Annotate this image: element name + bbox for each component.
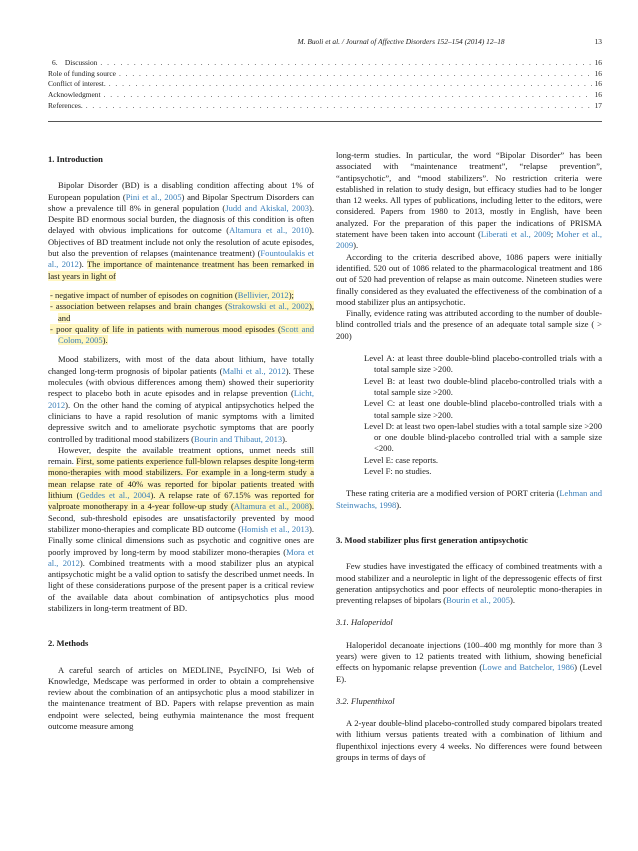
section-heading-mood-stabilizer: 3. Mood stabilizer plus first generation antipsychotic bbox=[336, 534, 528, 545]
paragraph: According to the criteria described above, 1086 papers were initially identified. 520 out of 1086 related to the pharmacological treatment and 186 out of 520 had prevention of relapse as main outcome. Nineteen studies were finally considered as they evaluated the effectiveness of the combination of a mood stabilizer plus an antipsychotic. bbox=[336, 251, 602, 307]
evidence-level: Level F: no studies. bbox=[364, 466, 432, 477]
paragraph: Bipolar Disorder (BD) is a disabling condition affecting about 1% of European population (Pini et al., 2005) and Bipolar Spectrum Disorders can show a prevalence till 8% in general population (Judd and Akiskal, 2003). Despite BD enormous social burden, the diagnosis of this condition is often delayed with obvious implications for outcome (Altamura et al., 2010). Objectives of BD treatment include not only the resolution of acute episodes, but also the prevention of relapses (maintenance treatment) (Fountoulakis et al., 2012). The importance of maintenance treatment has been remarked in last years in light of bbox=[48, 180, 315, 281]
toc-entry[interactable] bbox=[48, 69, 602, 80]
highlighted-text: - negative impact of number of episodes on cognition ( bbox=[50, 289, 238, 300]
toc-entry-page: 17 bbox=[594, 100, 602, 110]
toc-divider bbox=[48, 121, 602, 122]
journal-citation: M. Buoli et al. / Journal of Affective Disorders 152–154 (2014) 12–18 bbox=[297, 37, 505, 46]
toc-entry[interactable] bbox=[48, 90, 602, 101]
toc-entry-label: 6. Discussion bbox=[52, 58, 98, 67]
citation-link[interactable]: Altamura et al., 2010 bbox=[229, 225, 310, 236]
paragraph: A careful search of articles on MEDLINE, PsycINFO, Isi Web of Knowledge, Medscape was performed in order to obtain a comprehensive review about the combination of an antipsychotic plus a mood stabilizer in the maintenance treatment of BD. Papers with relapse prevention as main endpoint were selected, being euthymia maintenance the most frequent outcome measure among bbox=[48, 664, 314, 732]
paragraph: Mood stabilizers, with most of the data about lithium, have totally changed long-term prognosis of bipolar patients (Malhi et al., 2012). These molecules (with obvious differences among them) showed their superiority respect to placebo both in acute episodes and in relapse prevention (Licht, 2012). On the other hand the coming of atypical antipsychotics helped the clinicians to have a rapid resolution of manic symptoms with a limited depressive switch and to ameliorate psychotic symptoms that are poorly controlled by traditional mood stabilizers (Bourin and Thibaut, 2013). bbox=[48, 354, 315, 444]
citation-link[interactable]: Strakowski et al., 2002 bbox=[227, 301, 310, 312]
highlighted-text: ). bbox=[102, 335, 108, 346]
citation-link[interactable]: Moher et al., 2009 bbox=[336, 229, 603, 251]
toc-entry[interactable] bbox=[48, 79, 602, 90]
evidence-level: Level E: case reports. bbox=[364, 454, 439, 465]
bullet-list bbox=[48, 290, 314, 346]
toc-entry-page: 16 bbox=[594, 68, 602, 78]
paragraph: Haloperidol decanoate injections (100–400 mg monthly for more than 3 years) were given to 12 patients treated with lithium, showing beneficial effects on hypomanic relapse prevention (Lowe and Batchelor, 1986) (Level E). bbox=[336, 639, 602, 684]
toc-entry-label: Acknowledgment bbox=[48, 90, 101, 100]
evidence-level: Level B: at least two double-blind placebo-controlled trials with a total sample size >200. bbox=[364, 375, 602, 397]
citation-link[interactable]: Lehman and Steinwachs, 1998 bbox=[336, 488, 602, 510]
toc-entry[interactable] bbox=[48, 58, 602, 69]
paragraph: Finally, evidence rating was attributed according to the number of double-blind controlled trials and the presence of an adequate total sample size ( > 200) bbox=[336, 308, 602, 341]
section-heading-introduction: 1. Introduction bbox=[48, 154, 103, 164]
highlighted-text: ); bbox=[288, 289, 294, 300]
evidence-level: Level C: at least one double-blind placebo-controlled trials with a total sample size >200. bbox=[364, 398, 602, 420]
citation-link[interactable]: Mora et al., 2012 bbox=[48, 546, 315, 568]
citation-link[interactable]: Altamura et al., 2008 bbox=[233, 501, 310, 512]
highlighted-text: First, some patients experience full-blown relapses despite long-term mono-therapies with mood stabilizers. For example in a long-term study a mean relapse rate of 40% was reported for bipolar patients treated with lithium ( bbox=[48, 456, 314, 501]
citation-link[interactable]: Fountoulakis et al., 2012 bbox=[48, 248, 314, 270]
citation-link[interactable]: Bellivier, 2012 bbox=[237, 289, 289, 300]
table-of-contents bbox=[48, 58, 602, 112]
evidence-level: Level D: at least two open-label studies with a total sample size >200 or one double blind-placebo controlled trial with a sample size <200. bbox=[364, 420, 602, 454]
paragraph: However, despite the available treatment options, unmet needs still remain. First, some patients experience full-blown relapses despite long-term mono-therapies with mood stabilizers. For example in a long-term study a mean relapse rate of 40% was reported for bipolar patients treated with lithium (Geddes et al., 2004). A relapse rate of 67.15% was reported for valproate monotherapy in a 4-year follow-up study (Altamura et al., 2008). Second, sub-threshold episodes are unsatisfactorily prevented by mood stabilizer mono-therapies and complicate BD outcome (Homish et al., 2013). Finally some clinical dimensions such as psychotic and cognitive ones are poorly improved by long-term by mood stabilizer mono-therapies (Mora et al., 2012). Combined treatments with a mood stabilizer plus an atypical antipsychotic might be a valid option to satisfy the described unmet needs. In light of these considerations purpose of the present paper is a critical review of the available data about combination of antipsychotics plus mood stabilizers in long-term treatment of BD. bbox=[48, 444, 315, 613]
citation-link[interactable]: Licht, 2012 bbox=[48, 388, 314, 410]
toc-entry-label: Role of funding source bbox=[48, 68, 116, 78]
citation-link[interactable]: Pini et al., 2005 bbox=[125, 191, 182, 202]
citation-link[interactable]: Judd and Akiskal, 2003 bbox=[225, 202, 310, 213]
toc-entry-label: References. bbox=[48, 100, 83, 110]
running-header bbox=[48, 37, 602, 46]
right-column bbox=[336, 150, 602, 763]
bullet-item bbox=[48, 290, 314, 301]
highlighted-text: - association between relapses and brain changes ( bbox=[50, 301, 228, 312]
citation-link[interactable]: Homish et al., 2013 bbox=[240, 523, 310, 534]
toc-entry-page: 16 bbox=[594, 90, 602, 100]
citation-link[interactable]: Bourin et al., 2005 bbox=[446, 595, 510, 606]
bullet-item bbox=[48, 301, 314, 324]
highlighted-text: The importance of maintenance treatment has been remarked in last years in light of bbox=[48, 259, 314, 281]
toc-entry-page: 16 bbox=[594, 58, 602, 67]
citation-link[interactable]: Malhi et al., 2012 bbox=[222, 365, 286, 376]
evidence-level: Level A: at least three double-blind placebo-controlled trials with a total sample size >200. bbox=[364, 353, 602, 375]
citation-link[interactable]: Lowe and Batchelor, 1986 bbox=[482, 662, 575, 673]
left-column bbox=[48, 150, 314, 732]
paragraph: A 2-year double-blind placebo-controlled study compared bipolars treated with lithium versus patients treated with a combination of lithium and flupenthixol injections every 4 weeks. No differences were found between groups in terms of days of bbox=[336, 718, 602, 763]
bullet-item bbox=[48, 324, 314, 347]
paragraph: These rating criteria are a modified version of PORT criteria (Lehman and Steinwachs, 1998). bbox=[336, 488, 602, 510]
subsection-heading-flupenthixol: 3.2. Flupenthixol bbox=[336, 695, 395, 706]
page-number: 13 bbox=[594, 37, 602, 46]
citation-link[interactable]: Liberati et al., 2009 bbox=[480, 229, 551, 240]
section-heading-methods: 2. Methods bbox=[48, 638, 89, 649]
paragraph: Few studies have investigated the efficacy of combined treatments with a mood stabilizer and a neuroleptic in light of the depressogenic effects of first generation antipsychotics and poor effects of neuroleptic mono-therapies in preventing relapses of bipolars (Bourin et al., 2005). bbox=[336, 561, 602, 606]
citation-link[interactable]: Scott and Colom, 2005 bbox=[58, 323, 314, 346]
toc-entry-page: 16 bbox=[594, 79, 602, 89]
highlighted-text: ), and bbox=[58, 301, 314, 323]
paragraph: long-term studies. In particular, the word “Bipolar Disorder” has been associated with “maintenance treatment”, “relapse prevention”, “antipsychotic”, and “mood stabilizers”. No restriction criteria were established in relation to study design, but efficacy studies had to be longer than 12 weeks. All types of publications, including letter to the editors, were considered. Papers from 1980 to 2013, mostly in English, have been analyzed. For the preparation of this paper the indications of PRISMA statement have been taken into account (Liberati et al., 2009; Moher et al., 2009). bbox=[336, 150, 603, 251]
toc-entry[interactable] bbox=[48, 101, 602, 112]
citation-link[interactable]: Bourin and Thibaut, 2013 bbox=[193, 433, 283, 444]
toc-entry-label: Conflict of interest. bbox=[48, 79, 106, 89]
highlighted-text: ). A relapse rate of 67.15% was reported for valproate monotherapy in a 4-year follow-up study ( bbox=[48, 490, 314, 512]
highlighted-text: ). bbox=[309, 501, 314, 512]
citation-link[interactable]: Geddes et al., 2004 bbox=[79, 490, 151, 501]
highlighted-text: - poor quality of life in patients with numerous mood episodes ( bbox=[50, 323, 281, 334]
evidence-levels bbox=[336, 353, 602, 477]
subsection-heading-haloperidol: 3.1. Haloperidol bbox=[336, 617, 393, 628]
